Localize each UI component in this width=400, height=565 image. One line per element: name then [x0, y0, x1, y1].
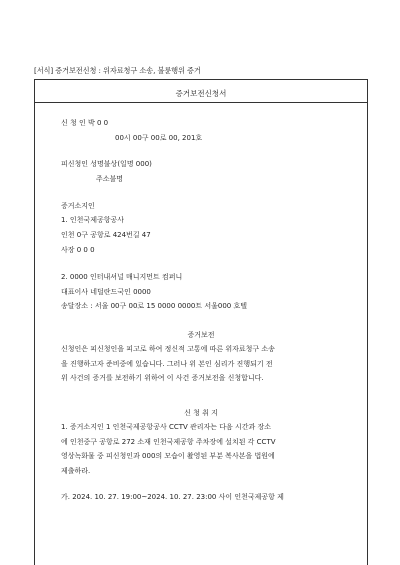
- document-title: 증거보전신청서: [175, 89, 227, 98]
- holder1-name: 1. 인천국제공항공사: [61, 216, 124, 224]
- holder1-address: 인천 0구 공항로 424번길 47: [61, 231, 151, 239]
- document-page: [34, 79, 368, 565]
- purpose-heading: 신 청 취 지: [184, 409, 218, 417]
- respondent-address: 주소불명: [96, 175, 124, 183]
- applicant-label: 신 청 인 박 0 0: [61, 119, 109, 127]
- evidence-line: 을 진행하고자 준비중에 있습니다. 그러나 위 본인 심리가 진행되기 전: [61, 359, 273, 368]
- holder-heading: 증거소지인: [61, 202, 95, 210]
- purpose-paragraph: [61, 420, 349, 478]
- evidence-heading: 증거보전: [187, 331, 215, 339]
- purpose-line: 제출하라.: [61, 466, 91, 475]
- purpose-line: 영상녹화물 중 피신청인과 000의 모습이 촬영된 부분 복사본을 법원에: [61, 452, 275, 460]
- purpose-line: 에 인천중구 공항로 272 소재 인천국제공항 주차장에 설치된 각 CCTV: [61, 437, 276, 446]
- evidence-line: 위 사건의 증거를 보전하기 위하여 이 사건 증거보전을 신청합니다.: [61, 374, 264, 382]
- holder2-ceo: 대표이사 네덜란드국인 0000: [61, 288, 151, 296]
- evidence-paragraph: [61, 342, 349, 386]
- evidence-line: 신청인은 피신청인을 피고로 하여 정신적 고통에 따른 위자료청구 소송: [61, 345, 275, 353]
- holder2-name: 2. 0000 인터내셔널 매니지먼트 컴퍼니: [61, 273, 183, 281]
- item-ga: 가. 2024. 10. 27. 19:00~2024. 10. 27. 23:00 사이 인천국제공항 제: [61, 493, 284, 501]
- holder1-ceo: 사장 0 0 0: [61, 246, 95, 254]
- form-caption: [서식] 증거보전신청 : 위자료청구 소송, 불륜행위 증거: [34, 66, 201, 75]
- holder2-office: 송달장소 : 서울 00구 00로 15 0000 0000트 서울000 호텔: [61, 302, 248, 310]
- purpose-line: 1. 증거소지인 1 인천국제공항공사 CCTV 관리자는 다음 시간과 장소: [61, 423, 272, 431]
- title-divider: [35, 102, 367, 103]
- respondent-label: 피신청인 성명불상(일명 000): [61, 160, 152, 168]
- applicant-address: 00시 00구 00로 00, 201호: [115, 134, 203, 142]
